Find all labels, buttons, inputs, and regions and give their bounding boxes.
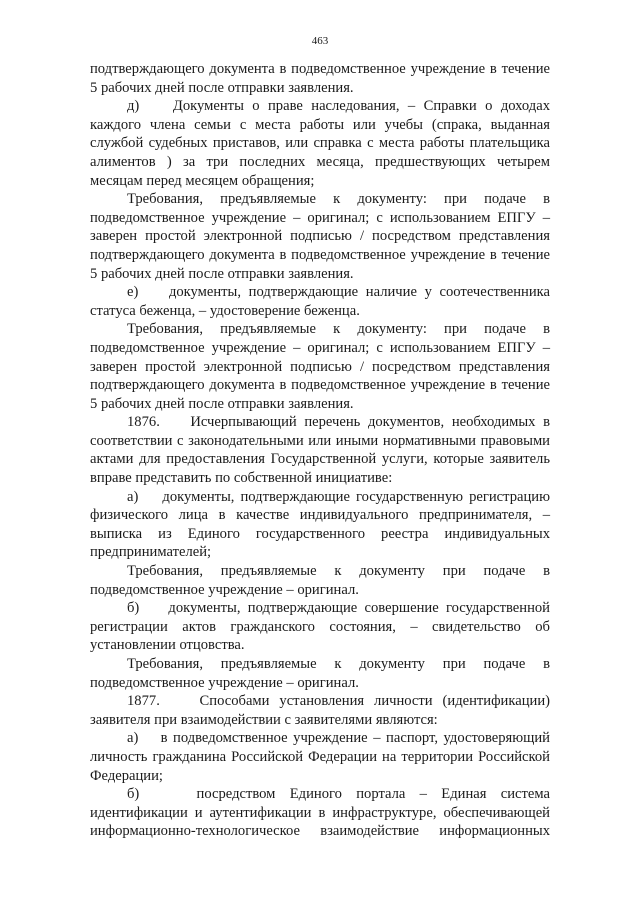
paragraph: Требования, предъявляемые к документу при подаче в подведомственное учреждение – оригинал. — [90, 563, 550, 598]
paragraph: 1876. Исчерпывающий перечень документов, необходимых в соответствии с законодательными или иными нормативными правовыми актами для предоставления Государственной услуги, которые заявитель вправе представить по собственной инициативе: — [90, 414, 550, 487]
paragraph: 1877. Способами установления личности (идентификации) заявителя при взаимодействии с заявителями являются: — [90, 693, 550, 728]
paragraph: Требования, предъявляемые к документу при подаче в подведомственное учреждение – оригинал. — [90, 656, 550, 691]
paragraph: Требования, предъявляемые к документу: при подаче в подведомственное учреждение – оригинал; с использованием ЕПГУ – заверен простой электронной подписью / посредством представления подтверждающего документа в подведомственное учреждение в течение 5 рабочих дней после отправки заявления. — [90, 321, 550, 412]
paragraph: подтверждающего документа в подведомственное учреждение в течение 5 рабочих дней после отправки заявления. — [90, 61, 550, 96]
paragraph: Требования, предъявляемые к документу: при подаче в подведомственное учреждение – оригинал; с использованием ЕПГУ – заверен простой электронной подписью / посредством представления подтверждающего документа в подведомственное учреждение в течение 5 рабочих дней после отправки заявления. — [90, 191, 550, 282]
paragraph: е) документы, подтверждающие наличие у соотечественника статуса беженца, – удостоверение беженца. — [90, 284, 550, 319]
paragraph: б) документы, подтверждающие совершение государственной регистрации актов гражданского состояния, – свидетельство об установлении отцовства. — [90, 600, 550, 654]
paragraph: д) Документы о праве наследования, – Справки о доходах каждого члена семьи с места работы или учебы (спрака, выданная службой судебных приставов, или справка с места работы плательщика алиментов ) за три последних месяца, предшествующих четырем месяцам перед месяцем обращения; — [90, 98, 550, 189]
document-body — [90, 60, 550, 841]
page-number: 463 — [311, 35, 329, 47]
paragraph: а) документы, подтверждающие государственную регистрацию физического лица в качестве индивидуального предпринимателя, – выписка из Единого государственного реестра индивидуальных предпринимателей; — [90, 488, 550, 561]
paragraph: а) в подведомственное учреждение – паспорт, удостоверяющий личность гражданина Российской Федерации на территории Российской Федерации; — [90, 730, 550, 784]
paragraph: б) посредством Единого портала – Единая система идентификации и аутентификации в инфраструктуре, обеспечивающей информационно-технологическое взаимодействие информационных — [90, 786, 550, 840]
